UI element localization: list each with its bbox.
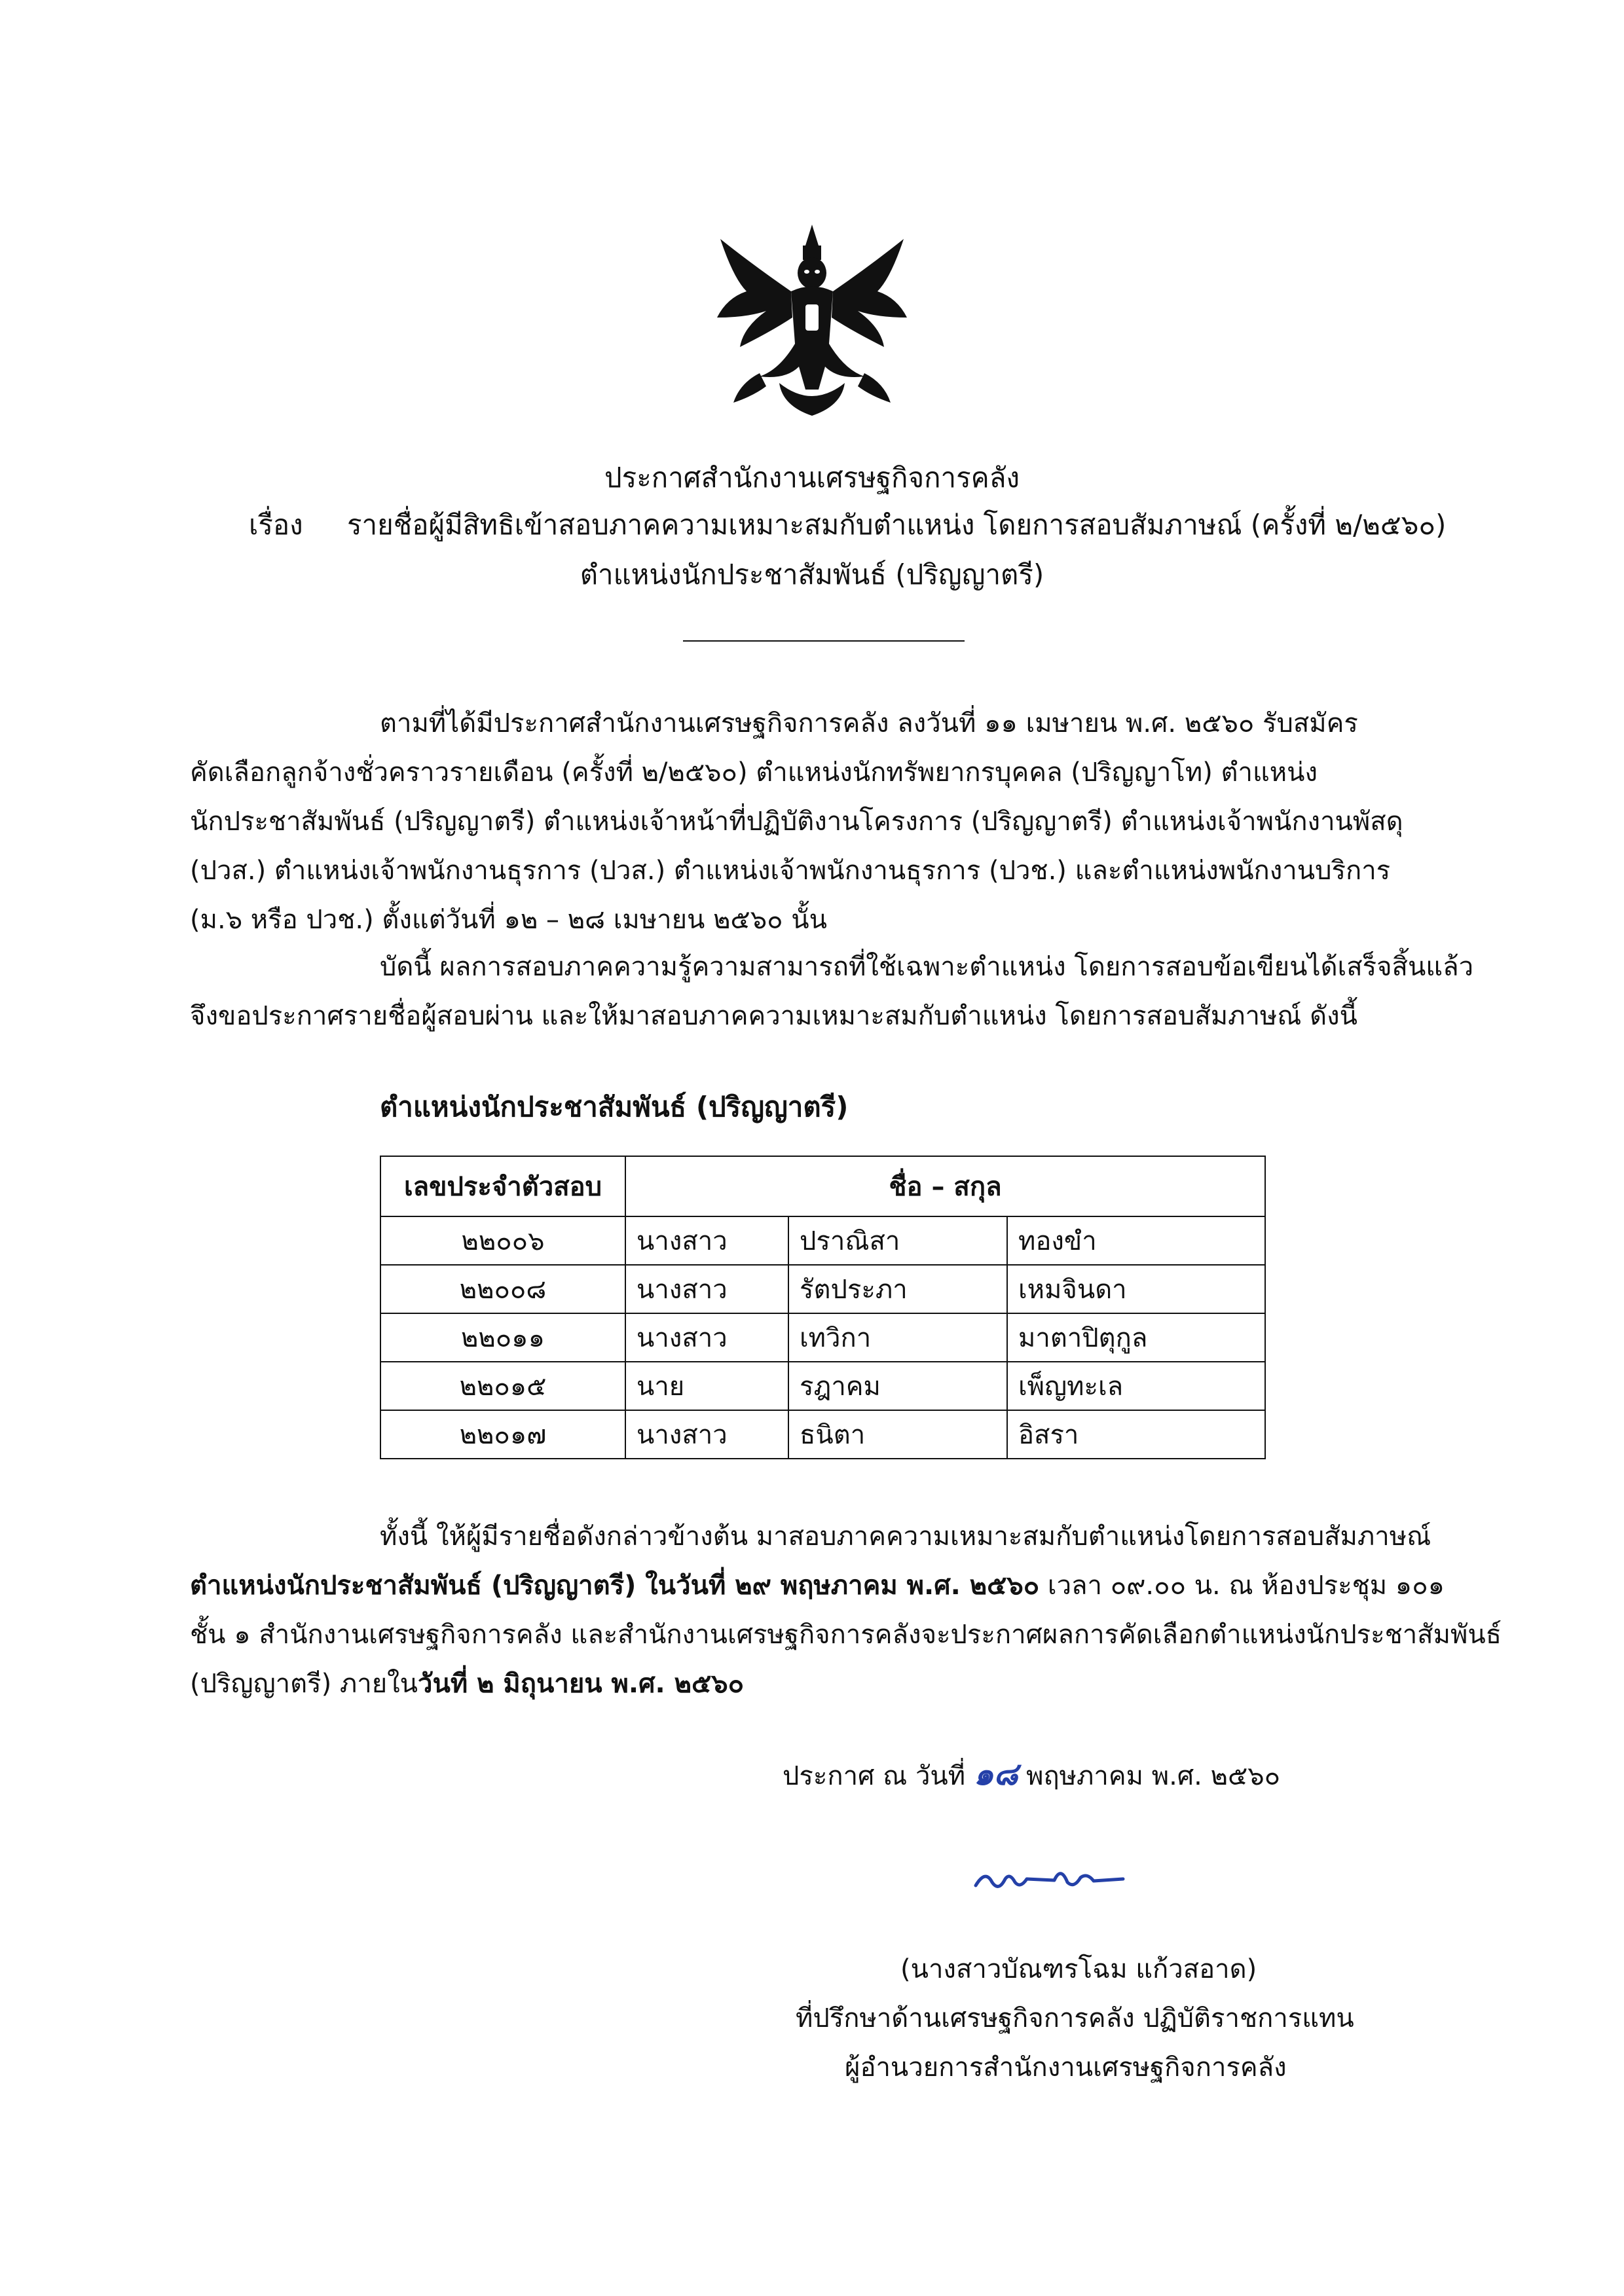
announcement-suffix: พฤษภาคม พ.ศ. ๒๕๖๐ — [1026, 1761, 1281, 1791]
signature-icon — [969, 1859, 1126, 1899]
first-name-cell: รฎาคม — [788, 1362, 1007, 1410]
title-cell: นาย — [625, 1362, 788, 1410]
signatory-name: (นางสาวบัณฑรโฉม แก้วสอาด) — [900, 1954, 1257, 1984]
table-header-row — [380, 1156, 1265, 1216]
paragraph-2-line: บัดนี้ ผลการสอบภาคความรู้ความสามารถที่ใช้เฉพาะตำแหน่ง โดยการสอบข้อเขียนได้เสร็จสิ้นแล้ว — [380, 952, 1474, 982]
subject-line — [249, 505, 1446, 545]
exam-id-cell: ๒๒๐๐๖ — [380, 1216, 625, 1265]
paragraph-1-line: นักประชาสัมพันธ์ (ปริญญาตรี) ตำแหน่งเจ้าหน้าที่ปฏิบัติงานโครงการ (ปริญญาตรี) ตำแหน่งเจ้าพนักงานพัสดุ — [190, 807, 1403, 837]
first-name-cell: รัตประภา — [788, 1265, 1007, 1313]
announcement-date — [783, 1749, 1280, 1799]
title-cell: นางสาว — [625, 1216, 788, 1265]
table-row — [380, 1216, 1265, 1265]
title-cell: นางสาว — [625, 1313, 788, 1362]
header-divider — [683, 640, 965, 642]
title-cell: นางสาว — [625, 1265, 788, 1313]
last-name-cell: เหมจินดา — [1007, 1265, 1265, 1313]
exam-id-cell: ๒๒๐๑๗ — [380, 1410, 625, 1459]
subject-label: เรื่อง — [249, 509, 303, 541]
garuda-emblem-icon — [714, 219, 910, 429]
last-name-cell: อิสรา — [1007, 1410, 1265, 1459]
title-cell: นางสาว — [625, 1410, 788, 1459]
exam-id-cell: ๒๒๐๑๑ — [380, 1313, 625, 1362]
signatory-role-2: ผู้อำนวยการสำนักงานเศรษฐกิจการคลัง — [845, 2052, 1287, 2083]
table-row — [380, 1265, 1265, 1313]
position-line: ตำแหน่งนักประชาสัมพันธ์ (ปริญญาตรี) — [580, 558, 1044, 591]
paragraph-2 — [190, 943, 1474, 1041]
closing-time-place: เวลา ๐๙.๐๐ น. ณ ห้องประชุม ๑๐๑ — [1039, 1571, 1445, 1601]
first-name-cell: ธนิตา — [788, 1410, 1007, 1459]
first-name-cell: เทวิกา — [788, 1313, 1007, 1362]
first-name-cell: ปราณิสา — [788, 1216, 1007, 1265]
exam-id-cell: ๒๒๐๐๘ — [380, 1265, 625, 1313]
paragraph-1-line: ตามที่ได้มีประกาศสำนักงานเศรษฐกิจการคลัง ลงวันที่ ๑๑ เมษายน พ.ศ. ๒๕๖๐ รับสมัคร — [380, 708, 1358, 738]
table-row — [380, 1362, 1265, 1410]
column-header-name: ชื่อ – สกุล — [625, 1156, 1265, 1216]
paragraph-1-line: (ม.๖ หรือ ปวช.) ตั้งแต่วันที่ ๑๒ – ๒๘ เมษายน ๒๕๖๐ นั้น — [190, 905, 827, 935]
closing-prefix: (ปริญญาตรี) ภายใน — [190, 1669, 418, 1699]
last-name-cell: เพ็ญทะเล — [1007, 1362, 1265, 1410]
closing-line-4 — [190, 1660, 744, 1709]
announcement-prefix: ประกาศ ณ วันที่ — [783, 1761, 966, 1791]
announcement-title: ประกาศสำนักงานเศรษฐกิจการคลัง — [604, 462, 1020, 494]
closing-bold-date: ตำแหน่งนักประชาสัมพันธ์ (ปริญญาตรี) ในวันที่ ๒๙ พฤษภาคม พ.ศ. ๒๕๖๐ — [190, 1571, 1040, 1601]
paragraph-1-line: คัดเลือกลูกจ้างชั่วคราวรายเดือน (ครั้งที่ ๒/๒๕๖๐) ตำแหน่งนักทรัพยากรบุคคล (ปริญญาโท) ตำแหน่ง — [190, 757, 1318, 788]
table-section-title: ตำแหน่งนักประชาสัมพันธ์ (ปริญญาตรี) — [380, 1091, 849, 1123]
exam-id-cell: ๒๒๐๑๕ — [380, 1362, 625, 1410]
paragraph-2-line: จึงขอประกาศรายชื่อผู้สอบผ่าน และให้มาสอบภาคความเหมาะสมกับตำแหน่ง โดยการสอบสัมภาษณ์ ดังนี้ — [190, 1001, 1357, 1031]
column-header-exam-id: เลขประจำตัวสอบ — [380, 1156, 625, 1216]
paragraph-1 — [190, 699, 1447, 945]
table-row — [380, 1313, 1265, 1362]
closing-result-date: วันที่ ๒ มิถุนายน พ.ศ. ๒๕๖๐ — [418, 1669, 745, 1699]
table-row — [380, 1410, 1265, 1459]
signatory-role-1: ที่ปรึกษาด้านเศรษฐกิจการคลัง ปฏิบัติราชการแทน — [796, 2003, 1354, 2033]
paragraph-1-line: (ปวส.) ตำแหน่งเจ้าพนักงานธุรการ (ปวส.) ตำแหน่งเจ้าพนักงานธุรการ (ปวช.) และตำแหน่งพนักงานบริการ — [190, 856, 1391, 886]
closing-line-1: ทั้งนี้ ให้ผู้มีรายชื่อดังกล่าวข้างต้น มาสอบภาคความเหมาะสมกับตำแหน่งโดยการสอบสัมภาษณ์ — [380, 1522, 1431, 1552]
candidate-table — [380, 1156, 1266, 1459]
closing-line-2 — [190, 1561, 1445, 1611]
closing-line-3: ชั้น ๑ สำนักงานเศรษฐกิจการคลัง และสำนักงานเศรษฐกิจการคลังจะประกาศผลการคัดเลือกตำแหน่งนักประชาสัมพันธ์ — [190, 1620, 1502, 1650]
last-name-cell: มาตาปิตุกูล — [1007, 1313, 1265, 1362]
announcement-day: ๑๘ — [973, 1756, 1018, 1793]
last-name-cell: ทองขำ — [1007, 1216, 1265, 1265]
subject-text: รายชื่อผู้มีสิทธิเข้าสอบภาคความเหมาะสมกับตำแหน่ง โดยการสอบสัมภาษณ์ (ครั้งที่ ๒/๒๕๖๐) — [347, 509, 1447, 541]
